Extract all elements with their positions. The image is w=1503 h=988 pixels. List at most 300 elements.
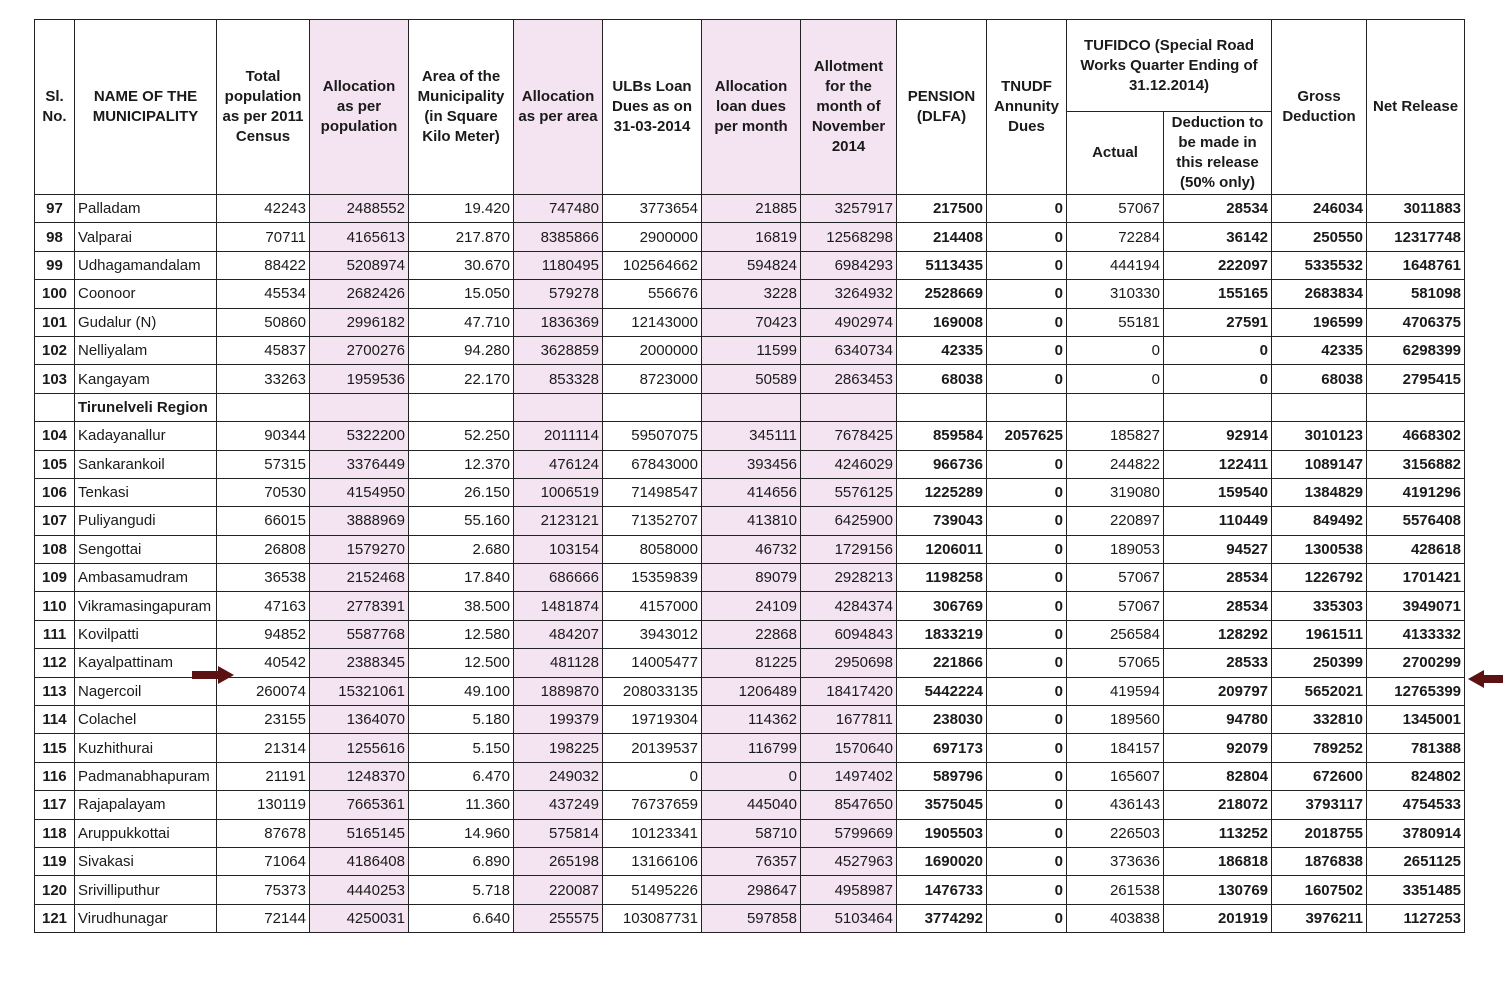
cell-allocation-population: 2778391: [310, 592, 409, 620]
cell-municipality: Tirunelveli Region: [75, 393, 217, 421]
cell-deduction: 130769: [1164, 876, 1272, 904]
cell-sl-no: 117: [35, 791, 75, 819]
cell-gross-deduction: 42335: [1272, 336, 1367, 364]
cell-allocation-population: 3888969: [310, 507, 409, 535]
cell-actual: 165607: [1067, 762, 1164, 790]
cell-sl-no: 99: [35, 251, 75, 279]
cell-population: 21191: [217, 762, 310, 790]
cell-loan-dues: 67843000: [603, 450, 702, 478]
cell-tnudf: 0: [987, 734, 1067, 762]
cell-deduction: 122411: [1164, 450, 1272, 478]
cell-loan-dues: 15359839: [603, 564, 702, 592]
cell-population: 36538: [217, 564, 310, 592]
cell-tnudf: 0: [987, 762, 1067, 790]
table-row: [35, 791, 1465, 819]
cell-population: 50860: [217, 308, 310, 336]
cell-allocation-loan-dues: 50589: [702, 365, 801, 393]
cell-municipality: Kuzhithurai: [75, 734, 217, 762]
header-pension: PENSION (DLFA): [897, 20, 987, 195]
cell-area: 5.180: [409, 706, 514, 734]
cell-population: 42243: [217, 195, 310, 223]
cell-allocation-loan-dues: 76357: [702, 847, 801, 875]
cell-allocation-loan-dues: 414656: [702, 478, 801, 506]
cell-pension: 217500: [897, 195, 987, 223]
cell-sl-no: 112: [35, 649, 75, 677]
cell-municipality: Ambasamudram: [75, 564, 217, 592]
cell-deduction: 201919: [1164, 904, 1272, 932]
cell-sl-no: 104: [35, 422, 75, 450]
cell-actual: 72284: [1067, 223, 1164, 251]
cell-actual: 226503: [1067, 819, 1164, 847]
cell-pension: 221866: [897, 649, 987, 677]
cell-population: 71064: [217, 847, 310, 875]
cell-deduction: 0: [1164, 365, 1272, 393]
region-row: [35, 393, 1465, 421]
cell-net-release: 5576408: [1367, 507, 1465, 535]
cell-pension: 966736: [897, 450, 987, 478]
cell-population: 40542: [217, 649, 310, 677]
cell-tnudf: 0: [987, 904, 1067, 932]
cell-pension: 3774292: [897, 904, 987, 932]
cell-tnudf: 0: [987, 677, 1067, 705]
cell-deduction: 94527: [1164, 535, 1272, 563]
cell-sl-no: 114: [35, 706, 75, 734]
table-row: [35, 819, 1465, 847]
table-row: [35, 223, 1465, 251]
cell-allotment: 5576125: [801, 478, 897, 506]
cell-tnudf: 0: [987, 507, 1067, 535]
cell-allotment: 4246029: [801, 450, 897, 478]
cell-area: 5.150: [409, 734, 514, 762]
cell-allocation-loan-dues: 116799: [702, 734, 801, 762]
cell-loan-dues: 12143000: [603, 308, 702, 336]
cell-allocation-area: 198225: [514, 734, 603, 762]
cell-sl-no: 115: [35, 734, 75, 762]
cell-net-release: 1127253: [1367, 904, 1465, 932]
cell-tnudf: 0: [987, 308, 1067, 336]
cell-actual: 220897: [1067, 507, 1164, 535]
cell-actual: 185827: [1067, 422, 1164, 450]
cell-population: 130119: [217, 791, 310, 819]
cell-municipality: Srivilliputhur: [75, 876, 217, 904]
cell-allocation-loan-dues: 3228: [702, 280, 801, 308]
cell-net-release: 6298399: [1367, 336, 1465, 364]
cell-deduction: 92914: [1164, 422, 1272, 450]
cell-allocation-population: 5165145: [310, 819, 409, 847]
cell-allocation-loan-dues: 345111: [702, 422, 801, 450]
cell-population: 33263: [217, 365, 310, 393]
table-row: [35, 251, 1465, 279]
cell-pension: 589796: [897, 762, 987, 790]
cell-municipality: Puliyangudi: [75, 507, 217, 535]
cell-population: 88422: [217, 251, 310, 279]
cell-allocation-population: 2388345: [310, 649, 409, 677]
cell-municipality: Sivakasi: [75, 847, 217, 875]
cell-tnudf: 0: [987, 592, 1067, 620]
cell-population: 57315: [217, 450, 310, 478]
cell-loan-dues: 2000000: [603, 336, 702, 364]
cell-deduction: 222097: [1164, 251, 1272, 279]
cell-allocation-area: 437249: [514, 791, 603, 819]
cell-area: 12.580: [409, 620, 514, 648]
cell-actual: 184157: [1067, 734, 1164, 762]
cell-allotment: 1729156: [801, 535, 897, 563]
cell-allotment: 4958987: [801, 876, 897, 904]
cell-municipality: Kovilpatti: [75, 620, 217, 648]
cell-allocation-area: 8385866: [514, 223, 603, 251]
cell-sl-no: 97: [35, 195, 75, 223]
cell-pension: 306769: [897, 592, 987, 620]
table-row: [35, 422, 1465, 450]
cell-loan-dues: 51495226: [603, 876, 702, 904]
cell-loan-dues: [603, 393, 702, 421]
cell-deduction: 82804: [1164, 762, 1272, 790]
cell-area: 12.370: [409, 450, 514, 478]
cell-loan-dues: 59507075: [603, 422, 702, 450]
cell-allocation-area: 1006519: [514, 478, 603, 506]
cell-allocation-area: 249032: [514, 762, 603, 790]
cell-population: 45837: [217, 336, 310, 364]
cell-gross-deduction: 250550: [1272, 223, 1367, 251]
cell-tnudf: 0: [987, 336, 1067, 364]
cell-net-release: 1701421: [1367, 564, 1465, 592]
cell-allotment: 1677811: [801, 706, 897, 734]
cell-tnudf: 0: [987, 791, 1067, 819]
cell-deduction: [1164, 393, 1272, 421]
cell-gross-deduction: 849492: [1272, 507, 1367, 535]
cell-allocation-population: 1364070: [310, 706, 409, 734]
cell-allocation-population: 5208974: [310, 251, 409, 279]
table-row: [35, 195, 1465, 223]
cell-pension: 1198258: [897, 564, 987, 592]
cell-tnudf: 0: [987, 280, 1067, 308]
cell-pension: 169008: [897, 308, 987, 336]
cell-gross-deduction: 196599: [1272, 308, 1367, 336]
right-arrow-icon: [192, 666, 234, 684]
cell-population: 75373: [217, 876, 310, 904]
cell-allocation-loan-dues: 22868: [702, 620, 801, 648]
cell-actual: 57065: [1067, 649, 1164, 677]
cell-actual: 436143: [1067, 791, 1164, 819]
cell-allotment: 2950698: [801, 649, 897, 677]
left-arrow-icon: [1468, 670, 1503, 688]
cell-allocation-population: 1959536: [310, 365, 409, 393]
cell-pension: 1476733: [897, 876, 987, 904]
cell-sl-no: 106: [35, 478, 75, 506]
cell-allocation-loan-dues: 1206489: [702, 677, 801, 705]
cell-population: 45534: [217, 280, 310, 308]
cell-sl-no: 110: [35, 592, 75, 620]
cell-municipality: Sengottai: [75, 535, 217, 563]
cell-municipality: Virudhunagar: [75, 904, 217, 932]
cell-pension: 214408: [897, 223, 987, 251]
cell-allocation-area: 579278: [514, 280, 603, 308]
cell-deduction: 209797: [1164, 677, 1272, 705]
cell-loan-dues: 103087731: [603, 904, 702, 932]
cell-deduction: 92079: [1164, 734, 1272, 762]
cell-deduction: 186818: [1164, 847, 1272, 875]
table-row: [35, 734, 1465, 762]
cell-pension: 697173: [897, 734, 987, 762]
cell-allocation-loan-dues: [702, 393, 801, 421]
cell-municipality: Gudalur (N): [75, 308, 217, 336]
cell-sl-no: 103: [35, 365, 75, 393]
cell-net-release: 824802: [1367, 762, 1465, 790]
cell-deduction: 110449: [1164, 507, 1272, 535]
cell-area: 11.360: [409, 791, 514, 819]
cell-actual: 256584: [1067, 620, 1164, 648]
cell-gross-deduction: 1089147: [1272, 450, 1367, 478]
cell-net-release: 581098: [1367, 280, 1465, 308]
cell-municipality: Kangayam: [75, 365, 217, 393]
cell-population: 70530: [217, 478, 310, 506]
cell-actual: 55181: [1067, 308, 1164, 336]
cell-actual: 244822: [1067, 450, 1164, 478]
cell-gross-deduction: 68038: [1272, 365, 1367, 393]
cell-sl-no: 119: [35, 847, 75, 875]
cell-actual: 189560: [1067, 706, 1164, 734]
cell-allocation-area: 1836369: [514, 308, 603, 336]
cell-area: 19.420: [409, 195, 514, 223]
cell-allocation-population: [310, 393, 409, 421]
table-row: [35, 535, 1465, 563]
cell-pension: 1833219: [897, 620, 987, 648]
cell-gross-deduction: 1384829: [1272, 478, 1367, 506]
cell-population: 21314: [217, 734, 310, 762]
cell-municipality: Padmanabhapuram: [75, 762, 217, 790]
cell-tnudf: 2057625: [987, 422, 1067, 450]
cell-tnudf: 0: [987, 819, 1067, 847]
cell-tnudf: 0: [987, 535, 1067, 563]
cell-loan-dues: 8058000: [603, 535, 702, 563]
cell-area: 15.050: [409, 280, 514, 308]
cell-actual: 310330: [1067, 280, 1164, 308]
cell-area: 17.840: [409, 564, 514, 592]
cell-sl-no: 101: [35, 308, 75, 336]
cell-loan-dues: 14005477: [603, 649, 702, 677]
header-allotment: Allotment for the month of November 2014: [801, 20, 897, 195]
cell-gross-deduction: 2018755: [1272, 819, 1367, 847]
cell-allocation-loan-dues: 0: [702, 762, 801, 790]
cell-municipality: Colachel: [75, 706, 217, 734]
cell-municipality: Kadayanallur: [75, 422, 217, 450]
cell-allocation-loan-dues: 11599: [702, 336, 801, 364]
header-allocation-population: Allocation as per population: [310, 20, 409, 195]
cell-municipality: Aruppukkottai: [75, 819, 217, 847]
cell-pension: 1690020: [897, 847, 987, 875]
cell-allocation-population: 5587768: [310, 620, 409, 648]
cell-allocation-area: 2011114: [514, 422, 603, 450]
cell-allocation-loan-dues: 413810: [702, 507, 801, 535]
cell-gross-deduction: 1226792: [1272, 564, 1367, 592]
cell-area: [409, 393, 514, 421]
cell-population: 72144: [217, 904, 310, 932]
cell-allocation-loan-dues: 21885: [702, 195, 801, 223]
cell-tnudf: 0: [987, 195, 1067, 223]
cell-allocation-population: 5322200: [310, 422, 409, 450]
cell-population: 94852: [217, 620, 310, 648]
cell-allotment: 12568298: [801, 223, 897, 251]
cell-gross-deduction: 672600: [1272, 762, 1367, 790]
cell-tnudf: 0: [987, 620, 1067, 648]
cell-net-release: 12765399: [1367, 677, 1465, 705]
cell-sl-no: 113: [35, 677, 75, 705]
cell-sl-no: 108: [35, 535, 75, 563]
cell-area: 14.960: [409, 819, 514, 847]
cell-allocation-area: 2123121: [514, 507, 603, 535]
cell-allocation-loan-dues: 597858: [702, 904, 801, 932]
cell-net-release: 781388: [1367, 734, 1465, 762]
cell-loan-dues: 10123341: [603, 819, 702, 847]
table-row: [35, 876, 1465, 904]
cell-pension: 68038: [897, 365, 987, 393]
cell-allotment: 4284374: [801, 592, 897, 620]
cell-area: 217.870: [409, 223, 514, 251]
cell-tnudf: 0: [987, 649, 1067, 677]
cell-pension: 3575045: [897, 791, 987, 819]
cell-loan-dues: 71498547: [603, 478, 702, 506]
cell-tnudf: 0: [987, 365, 1067, 393]
cell-pension: 739043: [897, 507, 987, 535]
cell-pension: 1225289: [897, 478, 987, 506]
cell-sl-no: 107: [35, 507, 75, 535]
cell-allotment: 18417420: [801, 677, 897, 705]
cell-allotment: 3264932: [801, 280, 897, 308]
cell-gross-deduction: 5335532: [1272, 251, 1367, 279]
cell-area: 12.500: [409, 649, 514, 677]
cell-deduction: 113252: [1164, 819, 1272, 847]
cell-tnudf: 0: [987, 251, 1067, 279]
table-row: [35, 706, 1465, 734]
cell-allocation-area: [514, 393, 603, 421]
cell-allotment: 6984293: [801, 251, 897, 279]
cell-allocation-population: 2996182: [310, 308, 409, 336]
cell-deduction: 218072: [1164, 791, 1272, 819]
cell-allocation-loan-dues: 114362: [702, 706, 801, 734]
cell-allotment: 4527963: [801, 847, 897, 875]
cell-net-release: 3780914: [1367, 819, 1465, 847]
cell-area: 30.670: [409, 251, 514, 279]
cell-deduction: 36142: [1164, 223, 1272, 251]
cell-area: 5.718: [409, 876, 514, 904]
header-allocation-area: Allocation as per area: [514, 20, 603, 195]
cell-sl-no: 120: [35, 876, 75, 904]
cell-gross-deduction: 3793117: [1272, 791, 1367, 819]
cell-pension: 1206011: [897, 535, 987, 563]
cell-allocation-loan-dues: 445040: [702, 791, 801, 819]
cell-loan-dues: 2900000: [603, 223, 702, 251]
cell-sl-no: 105: [35, 450, 75, 478]
cell-actual: 57067: [1067, 592, 1164, 620]
cell-deduction: 27591: [1164, 308, 1272, 336]
cell-gross-deduction: 2683834: [1272, 280, 1367, 308]
cell-sl-no: [35, 393, 75, 421]
header-population: Total population as per 2011 Census: [217, 20, 310, 195]
cell-gross-deduction: 246034: [1272, 195, 1367, 223]
cell-gross-deduction: 1961511: [1272, 620, 1367, 648]
cell-allotment: 6340734: [801, 336, 897, 364]
cell-gross-deduction: 3010123: [1272, 422, 1367, 450]
table-row: [35, 507, 1465, 535]
cell-allocation-population: 7665361: [310, 791, 409, 819]
cell-net-release: 3011883: [1367, 195, 1465, 223]
cell-allotment: 6425900: [801, 507, 897, 535]
cell-actual: 0: [1067, 365, 1164, 393]
cell-allocation-area: 476124: [514, 450, 603, 478]
cell-pension: 42335: [897, 336, 987, 364]
cell-municipality: Udhagamandalam: [75, 251, 217, 279]
table-row: [35, 280, 1465, 308]
cell-allocation-population: 3376449: [310, 450, 409, 478]
cell-allocation-area: 853328: [514, 365, 603, 393]
cell-gross-deduction: 789252: [1272, 734, 1367, 762]
header-area: Area of the Municipality (in Square Kilo Meter): [409, 20, 514, 195]
table-row: [35, 450, 1465, 478]
cell-area: 22.170: [409, 365, 514, 393]
cell-sl-no: 116: [35, 762, 75, 790]
cell-municipality: Tenkasi: [75, 478, 217, 506]
cell-tnudf: 0: [987, 223, 1067, 251]
cell-net-release: 1345001: [1367, 706, 1465, 734]
cell-actual: 444194: [1067, 251, 1164, 279]
table-row: [35, 365, 1465, 393]
cell-municipality: Nagercoil: [75, 677, 217, 705]
cell-net-release: 4133332: [1367, 620, 1465, 648]
table-row: [35, 308, 1465, 336]
header-sl-no: Sl. No.: [35, 20, 75, 195]
cell-net-release: 4754533: [1367, 791, 1465, 819]
cell-allocation-loan-dues: 393456: [702, 450, 801, 478]
cell-allocation-population: 4440253: [310, 876, 409, 904]
cell-actual: [1067, 393, 1164, 421]
table-row: [35, 904, 1465, 932]
cell-allotment: [801, 393, 897, 421]
cell-loan-dues: 76737659: [603, 791, 702, 819]
cell-deduction: 159540: [1164, 478, 1272, 506]
cell-net-release: 2700299: [1367, 649, 1465, 677]
table-row: [35, 649, 1465, 677]
cell-loan-dues: 3773654: [603, 195, 702, 223]
cell-actual: 57067: [1067, 564, 1164, 592]
header-net-release: Net Release: [1367, 20, 1465, 195]
header-loan-dues: ULBs Loan Dues as on 31-03-2014: [603, 20, 702, 195]
cell-actual: 261538: [1067, 876, 1164, 904]
cell-allocation-population: 1255616: [310, 734, 409, 762]
cell-pension: [897, 393, 987, 421]
cell-deduction: 0: [1164, 336, 1272, 364]
cell-allotment: 3257917: [801, 195, 897, 223]
cell-allocation-population: 2700276: [310, 336, 409, 364]
cell-actual: 189053: [1067, 535, 1164, 563]
cell-deduction: 28534: [1164, 195, 1272, 223]
cell-allocation-area: 255575: [514, 904, 603, 932]
cell-sl-no: 109: [35, 564, 75, 592]
cell-gross-deduction: 1607502: [1272, 876, 1367, 904]
header-municipality: NAME OF THE MUNICIPALITY: [75, 20, 217, 195]
cell-population: 87678: [217, 819, 310, 847]
cell-municipality: Sankarankoil: [75, 450, 217, 478]
cell-area: 47.710: [409, 308, 514, 336]
cell-sl-no: 100: [35, 280, 75, 308]
table-row: [35, 677, 1465, 705]
cell-deduction: 28534: [1164, 564, 1272, 592]
cell-net-release: 4191296: [1367, 478, 1465, 506]
cell-allocation-population: 1248370: [310, 762, 409, 790]
cell-allocation-loan-dues: 16819: [702, 223, 801, 251]
header-gross-deduction: Gross Deduction: [1272, 20, 1367, 195]
cell-net-release: 4706375: [1367, 308, 1465, 336]
cell-allocation-population: 2152468: [310, 564, 409, 592]
